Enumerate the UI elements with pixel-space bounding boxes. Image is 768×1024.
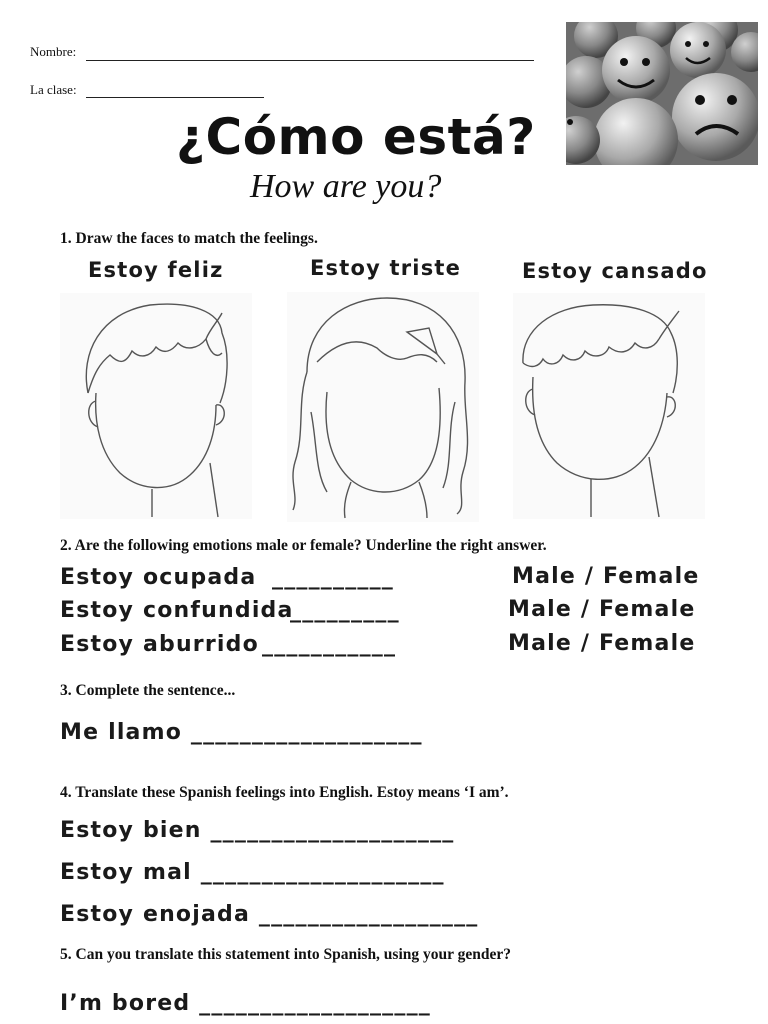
q2-blank-1[interactable]: __________ bbox=[272, 565, 394, 590]
boy-face-outline-icon bbox=[60, 293, 252, 519]
q4-answer-line-1[interactable]: Estoy bien ____________________ bbox=[60, 818, 455, 843]
class-label: La clase: bbox=[30, 82, 77, 97]
q3-answer-line[interactable]: Me llamo ___________________ bbox=[60, 720, 423, 745]
q4-answer-line-2[interactable]: Estoy mal ____________________ bbox=[60, 860, 445, 885]
page-title: ¿Cómo está? bbox=[176, 108, 536, 166]
question-2: 2. Are the following emotions male or female? Underline the right answer. bbox=[60, 537, 547, 554]
question-5: 5. Can you translate this statement into Spanish, using your gender? bbox=[60, 946, 511, 963]
q2-choice-1[interactable]: Male / Female bbox=[512, 564, 700, 589]
q2-blank-2[interactable]: _________ bbox=[290, 598, 400, 623]
page-subtitle: How are you? bbox=[250, 168, 442, 205]
q2-phrase-1: Estoy ocupada bbox=[60, 565, 257, 590]
class-field[interactable] bbox=[86, 83, 264, 98]
face-caption-sad: Estoy triste bbox=[310, 256, 462, 280]
q2-blank-3[interactable]: ___________ bbox=[262, 632, 397, 657]
emoji-faces-photo bbox=[566, 22, 758, 165]
q2-phrase-2: Estoy confundida bbox=[60, 598, 294, 623]
emoji-faces-icon bbox=[566, 22, 758, 165]
name-field[interactable] bbox=[86, 46, 534, 61]
q2-phrase-3: Estoy aburrido bbox=[60, 632, 259, 657]
boy-face-drawing-2[interactable] bbox=[513, 293, 705, 519]
q4-answer-line-3[interactable]: Estoy enojada __________________ bbox=[60, 902, 479, 927]
q2-choice-3[interactable]: Male / Female bbox=[508, 631, 696, 656]
question-4: 4. Translate these Spanish feelings into English. Estoy means ‘I am’. bbox=[60, 784, 509, 801]
face-caption-happy: Estoy feliz bbox=[88, 258, 224, 282]
q5-answer-line[interactable]: I’m bored ___________________ bbox=[60, 991, 431, 1016]
girl-face-outline-icon bbox=[287, 292, 479, 522]
name-label: Nombre: bbox=[30, 44, 77, 59]
boy-face-outline-icon bbox=[513, 293, 705, 519]
question-1: 1. Draw the faces to match the feelings. bbox=[60, 230, 318, 247]
boy-face-drawing-1[interactable] bbox=[60, 293, 252, 519]
q2-choice-2[interactable]: Male / Female bbox=[508, 597, 696, 622]
face-caption-tired: Estoy cansado bbox=[522, 259, 708, 283]
question-3: 3. Complete the sentence... bbox=[60, 682, 236, 699]
girl-face-drawing[interactable] bbox=[287, 292, 479, 522]
